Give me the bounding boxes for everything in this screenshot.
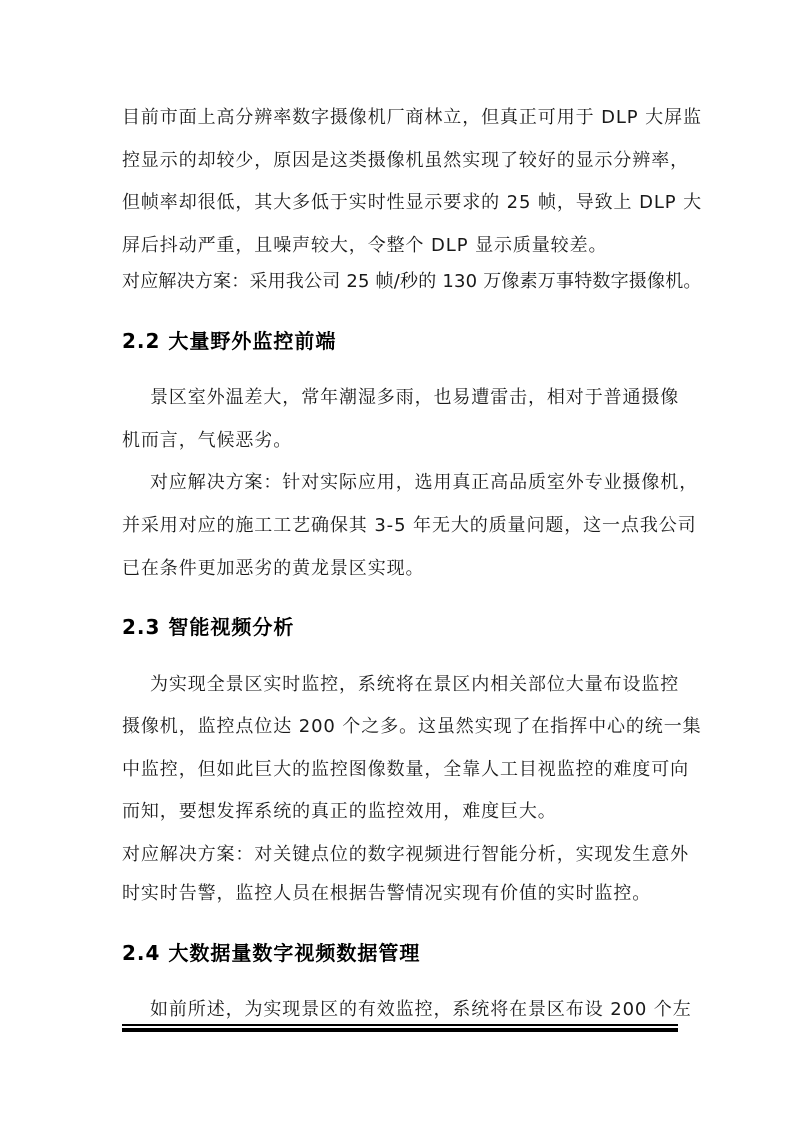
solution-line: 对应解决方案：对关键点位的数字视频进行智能分析，实现发生意外 <box>122 844 689 865</box>
paragraph-line: 中监控，但如此巨大的监控图像数量，全靠人工目视监控的难度可向 <box>122 759 689 780</box>
paragraph-line: 如前所述，为实现景区的有效监控，系统将在景区布设 200 个左 <box>150 999 692 1020</box>
footer-rule-thin <box>122 1024 678 1026</box>
paragraph-line: 但帧率却很低，其大多低于实时性显示要求的 25 帧，导致上 DLP 大 <box>122 192 703 213</box>
paragraph-line: 目前市面上高分辨率数字摄像机厂商林立，但真正可用于 DLP 大屏监 <box>122 107 702 128</box>
section-heading-2-2: 2.2 大量野外监控前端 <box>122 329 337 353</box>
section-heading-2-4: 2.4 大数据量数字视频数据管理 <box>122 941 421 965</box>
paragraph-line: 已在条件更加恶劣的黄龙景区实现。 <box>122 558 425 579</box>
solution-line: 对应解决方案：采用我公司 25 帧/秒的 130 万像素万事特数字摄像机。 <box>122 271 702 292</box>
solution-line: 时实时告警，监控人员在根据告警情况实现有价值的实时监控。 <box>122 883 652 904</box>
section-heading-2-3: 2.3 智能视频分析 <box>122 615 295 639</box>
paragraph-line: 屏后抖动严重，且噪声较大，令整个 DLP 显示质量较差。 <box>122 235 608 256</box>
paragraph-line: 控显示的却较少，原因是这类摄像机虽然实现了较好的显示分辨率， <box>122 150 689 171</box>
paragraph-line: 并采用对应的施工工艺确保其 3-5 年无大的质量问题，这一点我公司 <box>122 515 697 536</box>
paragraph-line: 摄像机，监控点位达 200 个之多。这虽然实现了在指挥中心的统一集 <box>122 716 702 737</box>
paragraph-line: 而知，要想发挥系统的真正的监控效用，难度巨大。 <box>122 801 557 822</box>
paragraph-line: 景区室外温差大，常年潮湿多雨，也易遭雷击，相对于普通摄像 <box>150 387 680 408</box>
paragraph-line: 为实现全景区实时监控，系统将在景区内相关部位大量布设监控 <box>150 674 680 695</box>
paragraph-line: 机而言，气候恶劣。 <box>122 430 293 451</box>
paragraph-line: 对应解决方案：针对实际应用，选用真正高品质室外专业摄像机， <box>150 472 699 493</box>
footer-rule-thick <box>122 1028 678 1032</box>
